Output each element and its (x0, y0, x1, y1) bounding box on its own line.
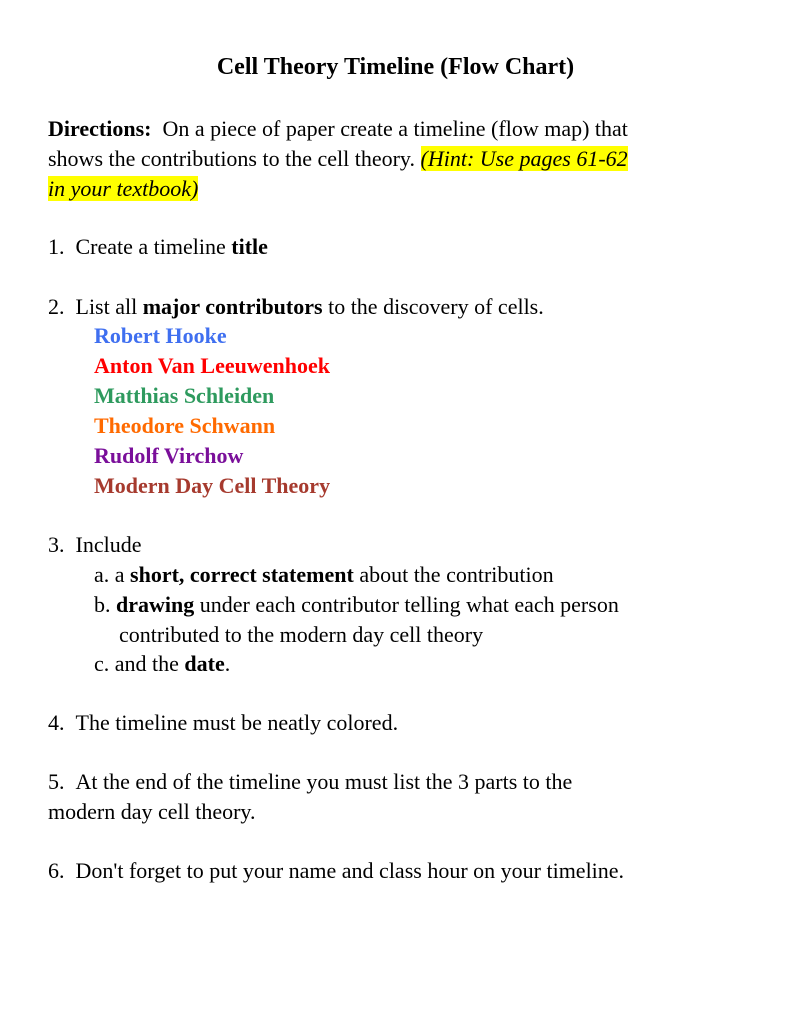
item-6-number: 6. (48, 858, 65, 883)
item-4-text: The timeline must be neatly colored. (75, 710, 399, 735)
item-5-text-1: At the end of the timeline you must list the 3 parts to the (75, 769, 573, 794)
item-5-number: 5. (48, 769, 65, 794)
hint-highlight-1: (Hint: Use pages 61-62 (420, 146, 628, 171)
item-3c-pre: and the (114, 651, 179, 676)
item-3a-bold: short, correct statement (130, 562, 354, 587)
page-title: Cell Theory Timeline (Flow Chart) (216, 54, 575, 80)
directions-line-1 (48, 114, 628, 144)
list-item-5 (48, 767, 572, 797)
directions-text-2: shows the contributions to the cell theory. (48, 146, 416, 171)
item-3a (94, 560, 554, 590)
item-2-pre: List all (75, 294, 138, 319)
hint-highlight-2: in your textbook) (48, 176, 199, 201)
list-item-1 (48, 232, 268, 262)
directions-line-3 (48, 174, 198, 204)
item-3b (94, 590, 619, 620)
contributor-matthias-schleiden: Matthias Schleiden (94, 383, 275, 408)
item-3b-bold: drawing (116, 592, 195, 617)
item-3-number: 3. (48, 532, 65, 557)
directions-line-2 (48, 144, 628, 174)
item-6-text: Don't forget to put your name and class hour on your timeline. (75, 858, 625, 883)
list-item-6 (48, 856, 624, 886)
item-3c-bold: date (184, 651, 225, 676)
contributor-rudolf-virchow: Rudolf Virchow (94, 443, 244, 468)
contributor-theodore-schwann: Theodore Schwann (94, 413, 276, 438)
item-3c-letter: c. (94, 651, 110, 676)
item-3a-post: about the contribution (359, 562, 554, 587)
contributor-anton-van-leeuwenhoek: Anton Van Leeuwenhoek (94, 353, 330, 378)
list-item-3 (48, 530, 141, 560)
item-3a-letter: a. (94, 562, 110, 587)
item-3c (94, 649, 230, 679)
list-item-4 (48, 708, 398, 738)
item-3a-pre: a (114, 562, 125, 587)
list-item-2 (48, 292, 544, 322)
item-3b-post: under each contributor telling what each person (199, 592, 619, 617)
item-2-post: to the discovery of cells. (328, 294, 544, 319)
item-1-text: Create a timeline (75, 234, 226, 259)
item-2-number: 2. (48, 294, 65, 319)
item-5-text-2: modern day cell theory. (48, 799, 256, 824)
item-1-number: 1. (48, 234, 65, 259)
directions-text-1: On a piece of paper create a timeline (flow map) that (162, 116, 628, 141)
item-2-bold: major contributors (142, 294, 323, 319)
item-4-number: 4. (48, 710, 65, 735)
item-3c-post: . (224, 651, 231, 676)
contributor-modern-day-cell-theory: Modern Day Cell Theory (94, 473, 331, 498)
item-3-text: Include (75, 532, 142, 557)
contributor-robert-hooke: Robert Hooke (94, 323, 227, 348)
item-3b-letter: b. (94, 592, 111, 617)
directions-label: Directions: (48, 116, 152, 141)
item-3b-continued: contributed to the modern day cell theory (119, 622, 484, 647)
item-1-bold: title (231, 234, 268, 259)
